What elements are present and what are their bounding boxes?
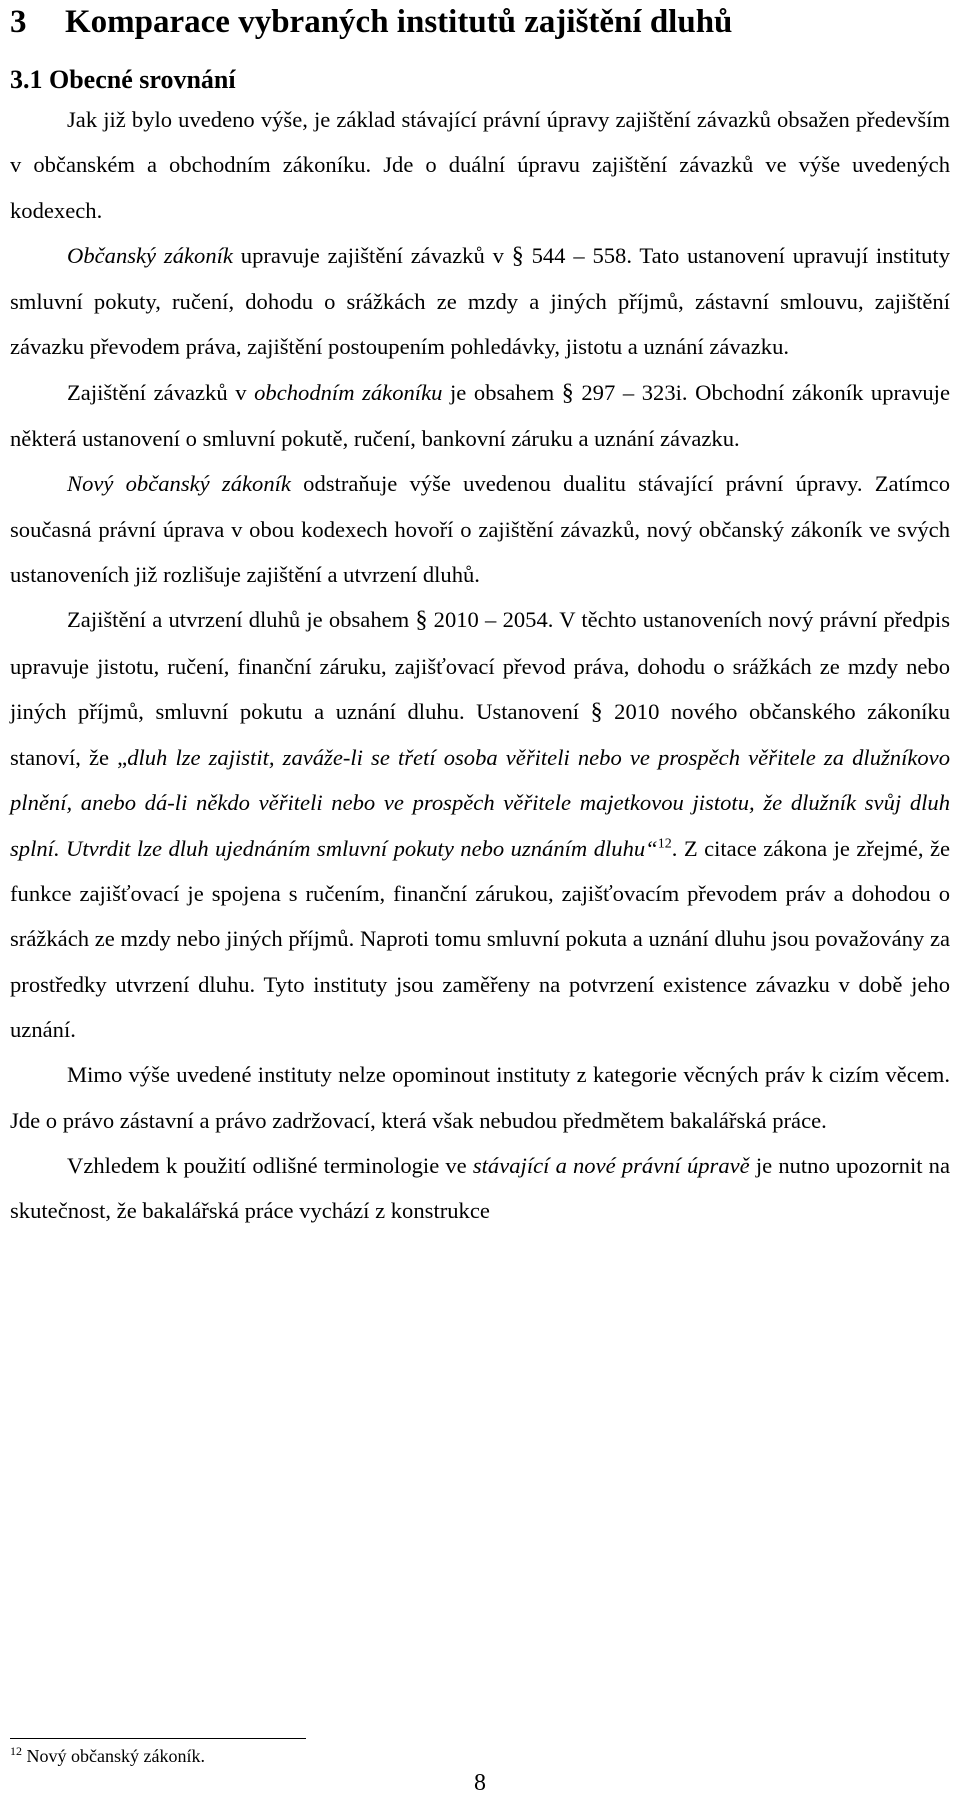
section-sign: §: [511, 242, 524, 269]
footnote: [10, 1744, 205, 1768]
section-sign: §: [561, 379, 574, 406]
paragraph-6: Mimo výše uvedené instituty nelze opominout instituty z kategorie věcných práv k cizím věcem. Jde o právo zástavní a právo zadržovací, která však nebudou předmětem bakalářská práce.: [10, 1062, 950, 1133]
paragraph-1: Jak již bylo uvedeno výše, je základ stávající právní úpravy zajištění závazků obsažen především v občanském a obchodním zákoníku. Jde o duální úpravu zajištění závazků ve výše uvedených kodexech.: [10, 107, 950, 223]
footnote-text: Nový občanský zákoník.: [22, 1746, 205, 1766]
section-sign: §: [415, 607, 428, 634]
section-sign: §: [590, 698, 603, 725]
italic-term: Nový občanský zákoník: [67, 471, 291, 497]
chapter-heading: [10, 0, 732, 44]
section-heading: 3.1 Obecné srovnání: [10, 65, 236, 94]
page-number: 8: [474, 1770, 486, 1796]
paragraph-5: Zajištění a utvrzení dluhů je obsahem § 2010 – 2054. V těchto ustanoveních nový právní předpis upravuje jistotu, ručení, finanční záruku, zajišťovací převod práva, dohodu o srážkách ze mzdy nebo jiných příjmů, smluvní pokutu a uznání dluhu. Ustanovení § 2010 nového občanského zákoníku stanoví, že „dluh lze zajistit, zaváže-li se třetí osoba věřiteli nebo ve prospěch věřitele za dlužníkovo plnění, anebo dá-li někdo věřiteli nebo ve prospěch věřitele majetkovou jistotu, že dlužník svůj dluh splní. Utvrdit lze dluh ujednáním smluvní pokuty nebo uznáním dluhu“$^{12}$. Z citace zákona je zřejmé, že funkce zajišťovací je spojena s ručením, finanční zárukou, zajišťovacím převodem práv a dohodou o srážkách ze mzdy nebo jiných příjmů. Naproti tomu smluvní pokuta a uznání dluhu jsou považovány za prostředky utvrzení dluhu. Tyto instituty jsou zaměřeny na potvrzení existence závazku v době jeho uznání.: [10, 607, 951, 1042]
chapter-number: 3: [10, 4, 27, 40]
italic-term: obchodním zákoníku: [254, 379, 443, 405]
footnote-divider: [10, 1738, 306, 1739]
chapter-title: Komparace vybraných institutů zajištění dluhů: [65, 4, 733, 40]
italic-term: stávající a nové právní úpravě: [472, 1152, 750, 1178]
paragraph-7: Vzhledem k použití odlišné terminologie ve stávající a nové právní úpravě je nutno upozornit na skutečnost, že bakalářská práce vychází z konstrukce: [10, 1152, 951, 1224]
footnote-reference[interactable]: 12: [657, 836, 672, 852]
paragraph-3: Zajištění závazků v obchodním zákoníku je obsahem § 297 – 323i. Obchodní zákoník upravuje některá ustanovení o smluvní pokutě, ručení, bankovní záruku a uznání závazku.: [10, 379, 950, 452]
footnote-number: 12: [10, 1744, 22, 1758]
quote-close: “: [645, 835, 658, 861]
body-text: [10, 97, 950, 1233]
law-quotation: dluh lze zajistit, zaváže-li se třetí osoba věřiteli nebo ve prospěch věřitele za dlužníkovo plnění, anebo dá-li někdo věřiteli nebo ve prospěch věřitele majetkovou jistotu, že dlužník svůj dluh splní. Utvrdit lze dluh ujednáním smluvní pokuty nebo uznáním dluhu: [10, 745, 951, 861]
italic-term: Občanský zákoník: [67, 242, 233, 268]
paragraph-2: Občanský zákoník upravuje zajištění závazků v § 544 – 558. Tato ustanovení upravují instituty smluvní pokuty, ručení, dohodu o srážkách ze mzdy a jiných příjmů, zástavní smlouvu, zajištění závazku převodem práva, zajištění postoupením pohledávky, jistotu a uznání závazku.: [10, 242, 950, 360]
paragraph-4: Nový občanský zákoník odstraňuje výše uvedenou dualitu stávající právní úpravy. Zatímco současná právní úprava v obou kodexech hovoří o zajištění závazků, nový občanský zákoník ve svých ustanoveních již rozlišuje zajištění a utvrzení dluhů.: [10, 471, 950, 587]
